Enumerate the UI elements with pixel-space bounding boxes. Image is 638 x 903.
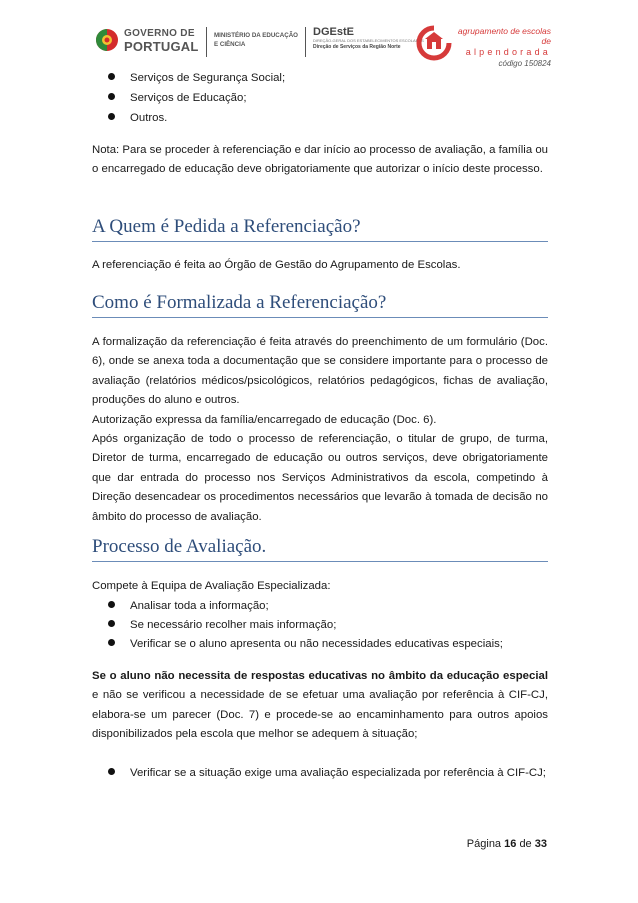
bullet-icon (108, 113, 115, 120)
list-item-text: Serviços de Segurança Social; (130, 72, 286, 84)
dgeste-title: DGEstE (313, 26, 354, 38)
gov-line1: GOVERNO DE (124, 28, 195, 39)
header-divider (305, 27, 306, 57)
bullet-icon (108, 601, 115, 608)
agr-line1: agrupamento de escolas de (457, 26, 551, 46)
gov-line2: PORTUGAL (124, 39, 199, 54)
section-heading: Processo de Avaliação. (92, 536, 548, 562)
bullet-icon (108, 93, 115, 100)
list-item (108, 616, 128, 635)
agrupamento-emblem-icon (416, 25, 452, 61)
list-item (108, 635, 128, 654)
list-item-text: Se necessário recolher mais informação; (130, 619, 337, 631)
header-divider (206, 27, 207, 57)
ministry-line2: E CIÊNCIA (214, 41, 246, 48)
bullet-icon (108, 620, 115, 627)
page-of: de (519, 838, 532, 850)
nota-paragraph: Nota: Para se proceder à referenciação e dar início ao processo de avaliação, a família ou o encarregado de educação deve obrigatoriamente que autorizar o início deste processo. (92, 144, 548, 176)
ministry-line1: MINISTÉRIO DA EDUCAÇÃO (214, 32, 298, 39)
bullet-icon (108, 639, 115, 646)
dgeste-sub2: Direção de Serviços da Região Norte (313, 44, 401, 50)
page-footer (467, 838, 547, 850)
section3-intro: Compete à Equipa de Avaliação Especializada: (92, 580, 331, 592)
section-heading: Como é Formalizada a Referenciação? (92, 292, 548, 318)
page-total: 33 (534, 838, 547, 850)
page-number: 16 (504, 838, 517, 850)
dgeste-logo (313, 26, 424, 51)
section3-bold-lead: Se o aluno não necessita de respostas educativas no âmbito da educação especial (92, 670, 548, 682)
page-header (0, 0, 638, 70)
list-item (108, 597, 128, 616)
section2-body (92, 333, 548, 527)
portugal-emblem-icon (94, 24, 120, 56)
agr-code: código 150824 (498, 59, 551, 68)
list-item (108, 109, 128, 128)
section2-p3: Após organização de todo o processo de referenciação, o titular de grupo, de turma, Diretor de turma, encarregado de educação ou outros serviços, deve obrigatoriamente que dar entrada do processo nos Serviços Administrativos da escola, competindo à Direção desencadear os procedimentos necessários que levarão à tomada de decisão no âmbito do processo de avaliação. (92, 433, 548, 523)
list-item-text: Verificar se a situação exige uma avaliação especializada por referência à CIF-CJ; (130, 767, 546, 779)
governo-portugal-logo (94, 24, 199, 56)
list-item-text: Analisar toda a informação; (130, 600, 269, 612)
section3-para-rest: e não se verificou a necessidade de se efetuar uma avaliação por referência à CIF-CJ, elabora-se um parecer (Doc. 7) e procede-se ao encaminhamento para outros apoios disponibilizados pela escola que melhor se adequem à situação; (92, 689, 548, 741)
list-item (108, 764, 128, 783)
section3-paragraph (92, 667, 548, 745)
ministry-text (214, 31, 298, 49)
bullet-icon (108, 73, 115, 80)
list-item-text: Outros. (130, 112, 168, 124)
agrupamento-logo (455, 26, 551, 70)
section2-p1: A formalização da referenciação é feita através do preenchimento de um formulário (Doc. 6), onde se anexa toda a documentação que se considere importante para o processo de avaliação (relatórios médicos/psicológicos, relatórios pedagógicos, fichas de avaliação, produções do aluno e outros. (92, 336, 548, 407)
list-item (108, 69, 128, 88)
dgeste-sub1: DIREÇÃO-GERAL DOS ESTABELECIMENTOS ESCOLARES (313, 38, 424, 43)
bullet-icon (108, 768, 115, 775)
agr-line2: alpendorada (465, 47, 551, 57)
page-label: Página (466, 838, 502, 850)
list-item-text: Serviços de Educação; (130, 92, 247, 104)
section-heading: A Quem é Pedida a Referenciação? (92, 216, 548, 242)
section2-p2: Autorização expressa da família/encarregado de educação (Doc. 6). (92, 413, 437, 426)
list-item-text: Verificar se o aluno apresenta ou não necessidades educativas especiais; (130, 638, 503, 650)
section1-text: A referenciação é feita ao Órgão de Gestão do Agrupamento de Escolas. (92, 259, 461, 271)
list-item (108, 89, 128, 108)
